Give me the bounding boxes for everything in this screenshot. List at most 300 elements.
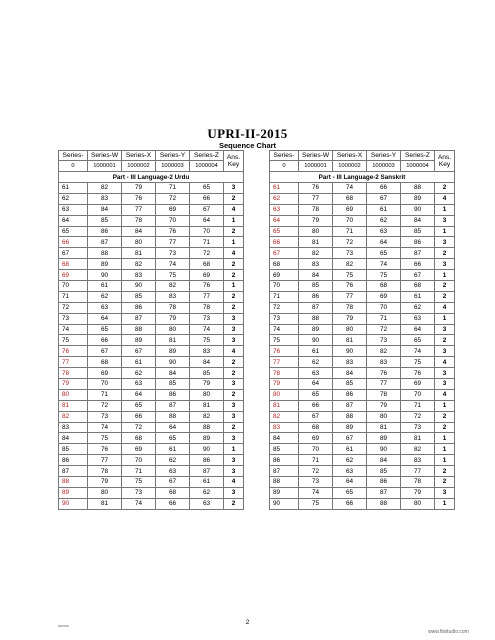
series-x-value: 89 bbox=[333, 422, 367, 433]
series-y-value: 64 bbox=[367, 237, 401, 248]
series-w-value: 72 bbox=[299, 466, 333, 477]
series-y-value: 65 bbox=[367, 248, 401, 259]
question-number: 74 bbox=[59, 324, 88, 335]
series-w-value: 65 bbox=[299, 389, 333, 400]
series-z-value: 81 bbox=[190, 400, 224, 411]
series-z-value: 66 bbox=[401, 259, 435, 270]
series-y-value: 77 bbox=[156, 237, 190, 248]
series-y-value: 70 bbox=[367, 302, 401, 313]
series-w-value: 70 bbox=[88, 379, 122, 390]
series-x-value: 69 bbox=[333, 204, 367, 215]
series-w-value: 67 bbox=[299, 411, 333, 422]
answer-key-value: 2 bbox=[435, 466, 455, 477]
question-number: 84 bbox=[270, 433, 299, 444]
series-z-value: 81 bbox=[401, 433, 435, 444]
answer-key-value: 2 bbox=[224, 259, 244, 270]
series-w-value: 67 bbox=[88, 346, 122, 357]
answer-key-value: 3 bbox=[435, 324, 455, 335]
question-number: 84 bbox=[59, 433, 88, 444]
series-y-value: 73 bbox=[367, 335, 401, 346]
question-number: 75 bbox=[270, 335, 299, 346]
answer-key-value: 3 bbox=[224, 466, 244, 477]
header-series-z: Series-Z bbox=[401, 151, 435, 161]
series-z-value: 75 bbox=[190, 335, 224, 346]
question-number: 79 bbox=[270, 379, 299, 390]
series-z-value: 67 bbox=[190, 204, 224, 215]
series-w-value: 85 bbox=[88, 215, 122, 226]
series-w-value: 73 bbox=[299, 477, 333, 488]
series-w-value: 78 bbox=[88, 466, 122, 477]
question-number: 73 bbox=[59, 313, 88, 324]
series-w-value: 77 bbox=[88, 455, 122, 466]
answer-key-value: 4 bbox=[224, 477, 244, 488]
series-x-value: 69 bbox=[122, 444, 156, 455]
series-w-value: 84 bbox=[299, 270, 333, 281]
series-w-value: 87 bbox=[88, 237, 122, 248]
header-ans-line1: Ans. bbox=[226, 154, 241, 161]
series-w-value: 81 bbox=[88, 498, 122, 509]
series-y-value: 79 bbox=[156, 313, 190, 324]
series-y-value: 63 bbox=[156, 466, 190, 477]
series-w-value: 82 bbox=[299, 248, 333, 259]
answer-key-value: 3 bbox=[224, 379, 244, 390]
question-number: 63 bbox=[59, 204, 88, 215]
header-series-y: Series-Y bbox=[367, 151, 401, 161]
series-z-value: 79 bbox=[190, 379, 224, 390]
series-y-value: 74 bbox=[367, 259, 401, 270]
series-y-value: 67 bbox=[156, 477, 190, 488]
question-number: 85 bbox=[59, 444, 88, 455]
question-number: 80 bbox=[59, 389, 88, 400]
question-number: 75 bbox=[59, 335, 88, 346]
series-z-value: 79 bbox=[401, 487, 435, 498]
page-number: 2 bbox=[245, 619, 250, 626]
series-z-value: 83 bbox=[401, 455, 435, 466]
series-w-value: 63 bbox=[88, 302, 122, 313]
answer-key-value: 4 bbox=[224, 204, 244, 215]
question-number: 71 bbox=[270, 291, 299, 302]
series-z-value: 63 bbox=[190, 498, 224, 509]
series-x-value: 67 bbox=[122, 346, 156, 357]
question-number: 90 bbox=[270, 498, 299, 509]
series-y-value: 90 bbox=[156, 357, 190, 368]
table-row bbox=[59, 302, 244, 313]
website-watermark: www.fiisitudio.com bbox=[428, 629, 469, 635]
series-y-value: 62 bbox=[367, 215, 401, 226]
series-z-value: 80 bbox=[401, 498, 435, 509]
series-z-value: 78 bbox=[401, 477, 435, 488]
question-number: 87 bbox=[270, 466, 299, 477]
header-answer-key bbox=[224, 151, 244, 172]
series-x-value: 70 bbox=[333, 215, 367, 226]
series-z-value: 90 bbox=[401, 204, 435, 215]
series-y-value: 62 bbox=[156, 455, 190, 466]
series-w-value: 61 bbox=[88, 281, 122, 292]
subheader-series-x: 1000002 bbox=[122, 161, 156, 172]
table-row bbox=[59, 270, 244, 281]
question-number: 63 bbox=[270, 204, 299, 215]
series-z-value: 62 bbox=[190, 487, 224, 498]
answer-key-value: 3 bbox=[224, 411, 244, 422]
series-w-value: 71 bbox=[299, 455, 333, 466]
series-w-value: 87 bbox=[299, 302, 333, 313]
question-number: 78 bbox=[270, 368, 299, 379]
series-y-value: 75 bbox=[367, 270, 401, 281]
series-y-value: 66 bbox=[367, 183, 401, 194]
series-y-value: 82 bbox=[367, 346, 401, 357]
table-row bbox=[59, 183, 244, 194]
table-row bbox=[59, 226, 244, 237]
question-number: 69 bbox=[270, 270, 299, 281]
series-w-value: 81 bbox=[299, 237, 333, 248]
series-z-value: 72 bbox=[190, 248, 224, 259]
answer-key-value: 1 bbox=[435, 498, 455, 509]
subheader-series-0: 0 bbox=[59, 161, 88, 172]
question-number: 62 bbox=[270, 193, 299, 204]
question-number: 85 bbox=[270, 444, 299, 455]
series-z-value: 76 bbox=[190, 281, 224, 292]
series-w-value: 86 bbox=[299, 291, 333, 302]
question-number: 66 bbox=[270, 237, 299, 248]
series-x-value: 87 bbox=[122, 313, 156, 324]
question-number: 82 bbox=[270, 411, 299, 422]
table-row bbox=[270, 368, 455, 379]
series-y-value: 71 bbox=[367, 313, 401, 324]
table-row bbox=[59, 466, 244, 477]
answer-key-value: 2 bbox=[224, 302, 244, 313]
series-w-value: 72 bbox=[88, 400, 122, 411]
series-x-value: 82 bbox=[122, 259, 156, 270]
table-row bbox=[59, 477, 244, 488]
table-row bbox=[270, 455, 455, 466]
series-y-value: 74 bbox=[156, 259, 190, 270]
table-row bbox=[270, 335, 455, 346]
table-row bbox=[270, 226, 455, 237]
series-w-value: 83 bbox=[88, 193, 122, 204]
answer-key-value: 3 bbox=[224, 335, 244, 346]
series-x-value: 78 bbox=[333, 302, 367, 313]
answer-key-value: 2 bbox=[224, 422, 244, 433]
series-x-value: 81 bbox=[122, 248, 156, 259]
table-row bbox=[59, 204, 244, 215]
series-z-value: 62 bbox=[401, 302, 435, 313]
series-x-value: 76 bbox=[333, 281, 367, 292]
series-x-value: 62 bbox=[122, 368, 156, 379]
table-body bbox=[270, 183, 455, 510]
header-ans-line2: Key bbox=[438, 161, 451, 168]
series-x-value: 74 bbox=[333, 183, 367, 194]
series-y-value: 80 bbox=[156, 324, 190, 335]
question-number: 86 bbox=[270, 455, 299, 466]
table-row bbox=[270, 270, 455, 281]
question-number: 83 bbox=[59, 422, 88, 433]
answer-key-value: 1 bbox=[435, 400, 455, 411]
series-w-value: 82 bbox=[88, 183, 122, 194]
series-x-value: 86 bbox=[122, 302, 156, 313]
question-number: 67 bbox=[270, 248, 299, 259]
series-y-value: 78 bbox=[156, 302, 190, 313]
answer-key-value: 4 bbox=[224, 248, 244, 259]
question-number: 78 bbox=[59, 368, 88, 379]
series-x-value: 61 bbox=[333, 444, 367, 455]
answer-key-value: 3 bbox=[224, 324, 244, 335]
series-w-value: 79 bbox=[299, 215, 333, 226]
question-number: 69 bbox=[59, 270, 88, 281]
series-w-value: 80 bbox=[299, 226, 333, 237]
table-row bbox=[270, 259, 455, 270]
series-z-value: 84 bbox=[401, 215, 435, 226]
question-number: 81 bbox=[270, 400, 299, 411]
answer-key-value: 2 bbox=[224, 226, 244, 237]
series-z-value: 88 bbox=[190, 422, 224, 433]
answer-key-value: 2 bbox=[435, 248, 455, 259]
series-y-value: 69 bbox=[156, 204, 190, 215]
series-y-value: 69 bbox=[367, 291, 401, 302]
answer-key-value: 1 bbox=[435, 455, 455, 466]
series-w-value: 79 bbox=[88, 477, 122, 488]
series-w-value: 69 bbox=[88, 368, 122, 379]
table-body bbox=[59, 183, 244, 510]
series-w-value: 65 bbox=[88, 324, 122, 335]
series-w-value: 90 bbox=[88, 270, 122, 281]
answer-key-value: 1 bbox=[435, 226, 455, 237]
question-number: 88 bbox=[270, 477, 299, 488]
table-row bbox=[59, 291, 244, 302]
series-x-value: 64 bbox=[122, 389, 156, 400]
series-z-value: 69 bbox=[190, 270, 224, 281]
series-y-value: 89 bbox=[367, 433, 401, 444]
series-y-value: 83 bbox=[367, 357, 401, 368]
series-z-value: 61 bbox=[190, 477, 224, 488]
series-y-value: 84 bbox=[156, 368, 190, 379]
series-x-value: 70 bbox=[122, 455, 156, 466]
question-number: 88 bbox=[59, 477, 88, 488]
question-number: 61 bbox=[270, 183, 299, 194]
subheader-series-0: 0 bbox=[270, 161, 299, 172]
series-x-value: 64 bbox=[333, 477, 367, 488]
series-y-value: 77 bbox=[367, 379, 401, 390]
table-row bbox=[270, 466, 455, 477]
series-w-value: 75 bbox=[299, 498, 333, 509]
series-x-value: 84 bbox=[122, 226, 156, 237]
answer-key-value: 1 bbox=[435, 444, 455, 455]
question-number: 70 bbox=[270, 281, 299, 292]
series-y-value: 61 bbox=[156, 444, 190, 455]
series-y-value: 87 bbox=[156, 400, 190, 411]
answer-key-value: 2 bbox=[224, 498, 244, 509]
table-row bbox=[270, 411, 455, 422]
question-number: 87 bbox=[59, 466, 88, 477]
table-row bbox=[270, 237, 455, 248]
series-y-value: 68 bbox=[367, 281, 401, 292]
series-x-value: 87 bbox=[333, 400, 367, 411]
document-title: UPRI-II-2015 bbox=[207, 126, 288, 141]
series-x-value: 66 bbox=[122, 411, 156, 422]
series-y-value: 72 bbox=[156, 193, 190, 204]
answer-key-value: 3 bbox=[435, 259, 455, 270]
series-w-value: 70 bbox=[299, 444, 333, 455]
question-number: 86 bbox=[59, 455, 88, 466]
series-y-value: 88 bbox=[367, 498, 401, 509]
series-w-value: 77 bbox=[299, 193, 333, 204]
answer-key-value: 2 bbox=[224, 357, 244, 368]
answer-key-value: 3 bbox=[435, 237, 455, 248]
series-x-value: 90 bbox=[122, 281, 156, 292]
question-number: 72 bbox=[270, 302, 299, 313]
series-x-value: 79 bbox=[333, 313, 367, 324]
header-series-y: Series-Y bbox=[156, 151, 190, 161]
series-z-value: 85 bbox=[401, 226, 435, 237]
series-z-value: 68 bbox=[190, 259, 224, 270]
series-y-value: 84 bbox=[367, 455, 401, 466]
series-w-value: 64 bbox=[88, 313, 122, 324]
series-x-value: 76 bbox=[122, 193, 156, 204]
series-z-value: 87 bbox=[190, 466, 224, 477]
series-x-value: 75 bbox=[122, 477, 156, 488]
series-w-value: 85 bbox=[299, 281, 333, 292]
question-number: 80 bbox=[270, 389, 299, 400]
question-number: 77 bbox=[59, 357, 88, 368]
series-x-value: 82 bbox=[333, 259, 367, 270]
series-x-value: 68 bbox=[333, 193, 367, 204]
table-row bbox=[270, 400, 455, 411]
series-y-value: 71 bbox=[156, 183, 190, 194]
answer-key-value: 3 bbox=[224, 455, 244, 466]
series-y-value: 61 bbox=[367, 204, 401, 215]
question-number: 81 bbox=[59, 400, 88, 411]
question-number: 64 bbox=[270, 215, 299, 226]
table-row bbox=[59, 400, 244, 411]
series-z-value: 61 bbox=[401, 291, 435, 302]
table-row bbox=[270, 477, 455, 488]
series-x-value: 88 bbox=[122, 324, 156, 335]
table-row bbox=[59, 335, 244, 346]
series-w-value: 73 bbox=[88, 411, 122, 422]
series-z-value: 68 bbox=[401, 281, 435, 292]
series-w-value: 86 bbox=[88, 226, 122, 237]
series-y-value: 87 bbox=[367, 487, 401, 498]
series-x-value: 71 bbox=[122, 466, 156, 477]
series-y-value: 76 bbox=[156, 226, 190, 237]
answer-key-value: 1 bbox=[224, 215, 244, 226]
series-y-value: 67 bbox=[367, 193, 401, 204]
answer-key-value: 3 bbox=[435, 346, 455, 357]
series-y-value: 86 bbox=[367, 477, 401, 488]
series-x-value: 85 bbox=[122, 291, 156, 302]
series-w-value: 66 bbox=[88, 335, 122, 346]
table-row bbox=[270, 444, 455, 455]
series-w-value: 75 bbox=[88, 433, 122, 444]
table-row bbox=[59, 281, 244, 292]
table-row bbox=[270, 487, 455, 498]
header-series-0: Series- bbox=[270, 151, 299, 161]
header-series-0: Series- bbox=[59, 151, 88, 161]
answer-key-value: 2 bbox=[435, 477, 455, 488]
header-ans-line1: Ans. bbox=[437, 154, 452, 161]
question-number: 68 bbox=[270, 259, 299, 270]
answer-key-value: 2 bbox=[224, 270, 244, 281]
series-x-value: 81 bbox=[333, 335, 367, 346]
subheader-series-z: 1000004 bbox=[401, 161, 435, 172]
series-y-value: 79 bbox=[367, 400, 401, 411]
series-y-value: 89 bbox=[156, 346, 190, 357]
series-x-value: 63 bbox=[333, 466, 367, 477]
answer-key-value: 4 bbox=[435, 357, 455, 368]
series-z-value: 85 bbox=[190, 368, 224, 379]
series-z-value: 71 bbox=[401, 400, 435, 411]
answer-key-value: 1 bbox=[435, 313, 455, 324]
table-row bbox=[270, 422, 455, 433]
series-z-value: 82 bbox=[401, 444, 435, 455]
series-y-value: 63 bbox=[367, 226, 401, 237]
question-number: 77 bbox=[270, 357, 299, 368]
series-z-value: 67 bbox=[401, 270, 435, 281]
series-y-value: 82 bbox=[156, 281, 190, 292]
answer-key-value: 1 bbox=[435, 433, 455, 444]
series-x-value: 62 bbox=[333, 455, 367, 466]
answer-key-value: 2 bbox=[224, 389, 244, 400]
series-x-value: 83 bbox=[333, 357, 367, 368]
table-row bbox=[270, 324, 455, 335]
series-x-value: 73 bbox=[333, 248, 367, 259]
series-w-value: 83 bbox=[299, 259, 333, 270]
question-number: 89 bbox=[59, 487, 88, 498]
answer-key-value: 2 bbox=[224, 368, 244, 379]
series-z-value: 89 bbox=[401, 193, 435, 204]
series-y-value: 83 bbox=[156, 291, 190, 302]
header-series-w: Series-W bbox=[88, 151, 122, 161]
question-number: 64 bbox=[59, 215, 88, 226]
subheader-series-w: 1000001 bbox=[299, 161, 333, 172]
table-row bbox=[59, 357, 244, 368]
series-x-value: 77 bbox=[122, 204, 156, 215]
table-row bbox=[59, 389, 244, 400]
series-z-value: 75 bbox=[401, 357, 435, 368]
series-y-value: 65 bbox=[156, 433, 190, 444]
question-number: 72 bbox=[59, 302, 88, 313]
series-x-value: 75 bbox=[333, 270, 367, 281]
table-row bbox=[59, 379, 244, 390]
series-z-value: 74 bbox=[401, 346, 435, 357]
part-label: Part - III Language-2 Urdu bbox=[59, 172, 244, 183]
header-series-x: Series-X bbox=[122, 151, 156, 161]
answer-key-value: 2 bbox=[435, 281, 455, 292]
series-z-value: 63 bbox=[401, 313, 435, 324]
table-row bbox=[59, 422, 244, 433]
series-z-value: 66 bbox=[190, 193, 224, 204]
series-z-value: 90 bbox=[190, 444, 224, 455]
series-x-value: 86 bbox=[333, 389, 367, 400]
table-row bbox=[59, 498, 244, 509]
question-number: 74 bbox=[270, 324, 299, 335]
table-row bbox=[59, 433, 244, 444]
series-x-value: 84 bbox=[333, 368, 367, 379]
answer-key-value: 3 bbox=[224, 487, 244, 498]
answer-key-value: 4 bbox=[224, 346, 244, 357]
answer-key-value: 4 bbox=[435, 193, 455, 204]
series-x-value: 83 bbox=[122, 270, 156, 281]
subheader-series-x: 1000002 bbox=[333, 161, 367, 172]
answer-key-value: 3 bbox=[435, 368, 455, 379]
series-w-value: 69 bbox=[299, 433, 333, 444]
document-subtitle: Sequence Chart bbox=[218, 141, 277, 150]
series-w-value: 76 bbox=[299, 183, 333, 194]
series-x-value: 88 bbox=[333, 411, 367, 422]
series-z-value: 65 bbox=[190, 183, 224, 194]
series-z-value: 72 bbox=[401, 411, 435, 422]
header-answer-key bbox=[435, 151, 455, 172]
answer-key-value: 3 bbox=[224, 183, 244, 194]
